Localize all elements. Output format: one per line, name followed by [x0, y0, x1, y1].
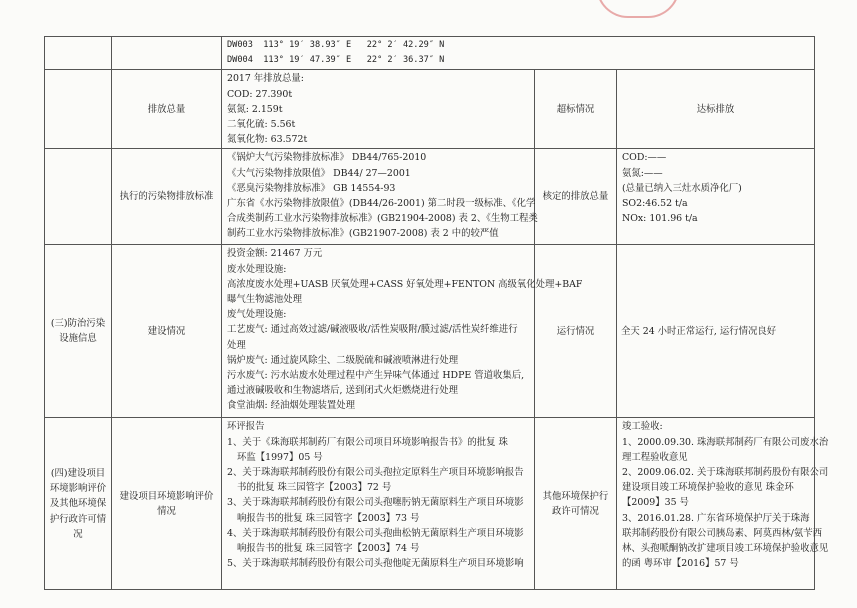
emission-total-row: [45, 70, 815, 149]
eia-values: 环评报告 1、关于《珠海联邦制药厂有限公司项目环境影响报告书》的批复 珠 环监【1997】05 号 2、关于珠海联邦制药股份有限公司头孢拉定原料生产项目环境影响报告 书的批复 珠三园管字【2003】72 号 3、关于珠海联邦制药股份有限公司头孢噻肟钠无菌原料生产项目环境影 响报告书的批复 珠三园管字【2003】73 号 4、关于珠海联邦制药股份有限公司头孢曲松钠无菌原料生产项目环境影 响报告书的批复 珠三园管字【2003】74 号 5、关于珠海联邦制药股份有限公司头孢他啶无菌原料生产项目环境影响: [222, 418, 535, 590]
red-seal-stamp: [596, 0, 680, 18]
outfall-line: DW003 113° 19′ 38.93″ E 22° 2′ 42.29″ N: [227, 40, 445, 50]
facilities-row: [45, 245, 815, 418]
other-permits-label: 其他环境保护行政许可情况: [535, 418, 617, 590]
section-cell-empty: [45, 37, 112, 70]
outfall-row: [45, 37, 815, 70]
approved-total-values: COD:—— 氨氮:—— (总量已纳入三灶水质净化厂) SO2:46.52 t/a NOx: 101.96 t/a: [617, 149, 815, 245]
approved-total-label: 核定的排放总量: [535, 149, 617, 245]
emission-total-label: 排放总量: [112, 70, 222, 149]
eia-label: 建设项目环境影响评价情况: [112, 418, 222, 590]
outfall-coordinates: [222, 37, 815, 70]
section-cell-empty: [45, 70, 112, 149]
facilities-section-title: (三)防治污染设施信息: [45, 245, 112, 418]
standards-row: [45, 149, 815, 245]
exceed-status-label: 超标情况: [535, 70, 617, 149]
outfall-line: DW004 113° 19′ 47.39″ E 22° 2′ 36.37″ N: [227, 55, 445, 66]
eia-section-title: (四)建设项目环境影响评价及其他环境保护行政许可情况: [45, 418, 112, 590]
operation-status-value: 全天 24 小时正常运行, 运行情况良好: [617, 245, 815, 418]
emission-total-values: 2017 年排放总量: COD: 27.390t 氨氮: 2.159t 二氧化硫: 5.56t 氮氧化物: 63.572t: [222, 70, 535, 149]
section-cell-empty: [45, 149, 112, 245]
standards-label: 执行的污染物排放标准: [112, 149, 222, 245]
label-cell-empty: [112, 37, 222, 70]
facilities-label: 建设情况: [112, 245, 222, 418]
operation-status-label: 运行情况: [535, 245, 617, 418]
exceed-status-value: 达标排放: [617, 70, 815, 149]
other-permits-values: 竣工验收: 1、2000.09.30. 珠海联邦制药厂有限公司废水治 理工程验收意见 2、2009.06.02. 关于珠海联邦制药股份有限公司 建设项目竣工环境保护验收的意见 珠金环 【2009】35 号 3、2016.01.28. 广东省环境保护厅关于珠海 联邦制药股份有限公司胰岛素、阿莫西林/氨苄西 林、头孢哌酮钠改扩建项目竣工环境保护验收意见 的函 粤环审【2016】57 号: [617, 418, 815, 590]
standards-values: 《锅炉大气污染物排放标准》 DB44/765-2010 《大气污染物排放限值》 DB44/ 27—2001 《恶臭污染物排放标准》 GB 14554-93 广东省《水污染物排放限值》(DB44/26-2001) 第二时段一级标准、《化学 合成类制药工业水污染物排放标准》(GB21904-2008) 表 2、《生物工程类 制药工业水污染物排放标准》(GB21907-2008) 表 2 中的较严值: [222, 149, 535, 245]
environment-info-table: [44, 36, 829, 590]
facilities-values: 投资金额: 21467 万元 废水处理设施: 高浓度废水处理+UASB 厌氧处理+CASS 好氧处理+FENTON 高级氧化处理+BAF 曝气生物滤池处理 废气处理设施: 工艺废气: 通过高效过滤/碱液吸收/活性炭吸附/膜过滤/活性炭纤维进行 处理 锅炉废气: 通过旋风除尘、二级脱硫和碱液喷淋进行处理 污水废气: 污水站废水处理过程中产生异味气体通过 HDPE 管道收集后, 通过液碱吸收和生物滤塔后, 送到闭式火炬燃烧进行处理 食堂油烟: 经油烟处理装置处理: [222, 245, 535, 418]
eia-row: [45, 418, 815, 590]
